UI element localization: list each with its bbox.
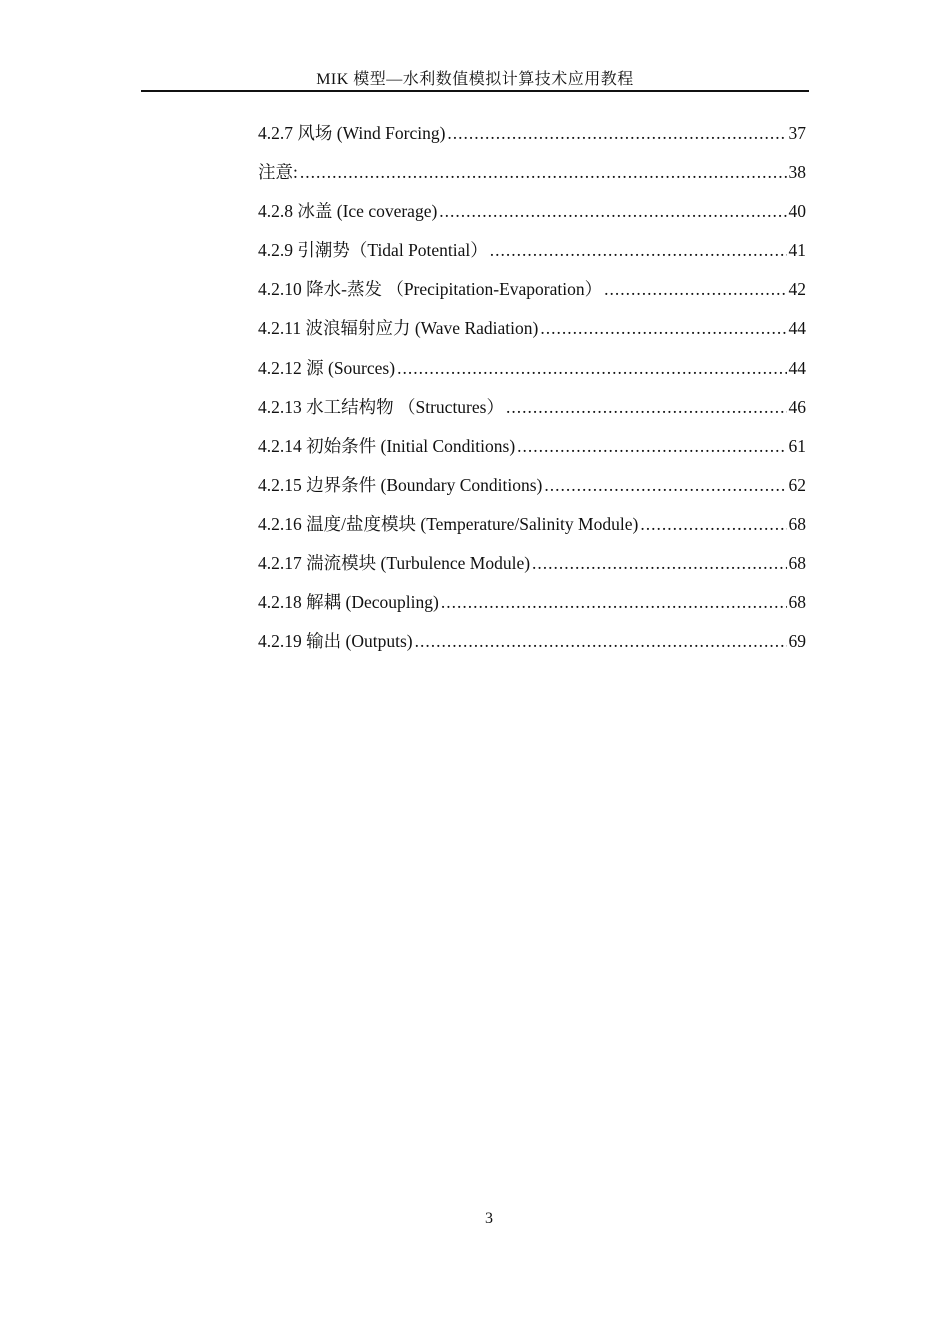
toc-entry-page: 41 [788, 240, 806, 261]
toc-entry[interactable] [258, 309, 806, 348]
toc-entry-page: 68 [788, 513, 806, 534]
toc-dot-leader [532, 544, 786, 583]
toc-dot-leader [604, 270, 786, 309]
toc-entry-page: 69 [788, 631, 806, 652]
toc-dot-leader [397, 349, 786, 388]
toc-entry-label: 4.2.17 湍流模块 (Turbulence Module) [258, 553, 531, 574]
toc-entry[interactable] [258, 427, 806, 466]
toc-entry-label: 4.2.11 波浪辐射应力 (Wave Radiation) [258, 318, 539, 339]
toc-dot-leader [490, 231, 787, 270]
toc-entry-page: 68 [788, 553, 806, 574]
toc-entry[interactable] [258, 192, 806, 231]
toc-dot-leader [441, 583, 787, 622]
table-of-contents [258, 114, 806, 661]
toc-dot-leader [640, 505, 786, 544]
toc-entry-page: 40 [788, 201, 806, 222]
toc-entry-page: 37 [788, 123, 806, 143]
toc-dot-leader [447, 114, 786, 153]
toc-entry[interactable] [258, 114, 806, 153]
toc-entry-label: 4.2.15 边界条件 (Boundary Conditions) [258, 474, 543, 495]
toc-entry-page: 42 [788, 279, 806, 300]
toc-entry-label: 注意: [258, 162, 298, 183]
toc-entry-page: 44 [788, 357, 806, 378]
toc-entry[interactable] [258, 466, 806, 505]
toc-entry-label: 4.2.9 引潮势（Tidal Potential） [258, 240, 488, 261]
toc-entry-label: 4.2.7 风场 (Wind Forcing) [258, 123, 446, 143]
toc-entry-label: 4.2.19 输出 (Outputs) [258, 631, 413, 652]
toc-entry[interactable] [258, 583, 806, 622]
toc-entry-label: 4.2.10 降水-蒸发 （Precipitation-Evaporation） [258, 279, 603, 300]
toc-dot-leader [415, 622, 787, 661]
running-header-title: MIK 模型—水利数值模拟计算技术应用教程 [316, 71, 634, 88]
toc-entry-label: 4.2.12 源 (Sources) [258, 357, 396, 378]
toc-dot-leader [517, 427, 786, 466]
page-number: 3 [485, 1210, 493, 1227]
toc-entry-page: 46 [788, 396, 806, 417]
toc-entry[interactable] [258, 505, 806, 544]
toc-entry[interactable] [258, 231, 806, 270]
toc-entry[interactable] [258, 388, 806, 427]
header-divider [141, 90, 809, 92]
toc-entry[interactable] [258, 153, 806, 192]
toc-entry-label: 4.2.8 冰盖 (Ice coverage) [258, 201, 438, 222]
toc-entry-page: 44 [788, 318, 806, 339]
toc-dot-leader [544, 466, 786, 505]
toc-entry[interactable] [258, 349, 806, 388]
toc-entry[interactable] [258, 270, 806, 309]
toc-entry-label: 4.2.13 水工结构物 （Structures） [258, 396, 504, 417]
toc-entry-page: 38 [788, 162, 806, 183]
toc-entry-page: 68 [788, 592, 806, 613]
toc-entry[interactable] [258, 622, 806, 661]
toc-dot-leader [439, 192, 786, 231]
toc-entry[interactable] [258, 544, 806, 583]
toc-entry-label: 4.2.18 解耦 (Decoupling) [258, 592, 439, 613]
toc-dot-leader [540, 309, 786, 348]
toc-entry-label: 4.2.14 初始条件 (Initial Conditions) [258, 435, 516, 456]
toc-dot-leader [506, 388, 787, 427]
toc-entry-label: 4.2.16 温度/盐度模块 (Temperature/Salinity Module) [258, 513, 639, 534]
toc-entry-page: 61 [788, 435, 806, 456]
toc-dot-leader [300, 153, 787, 192]
toc-entry-page: 62 [788, 474, 806, 495]
